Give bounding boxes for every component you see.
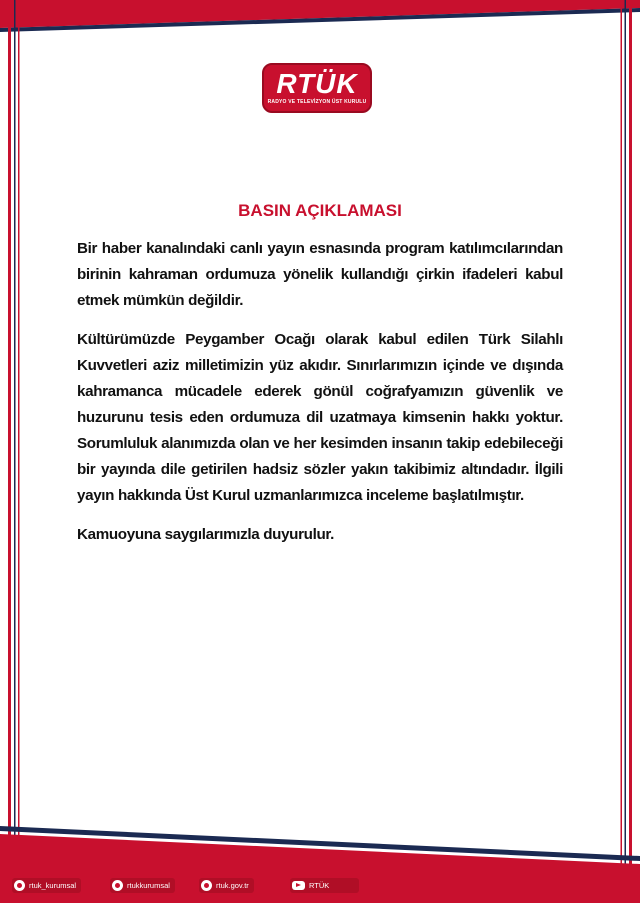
logo-name: RTÜK (276, 68, 358, 99)
web-icon (201, 880, 212, 891)
twitter-link[interactable] (110, 878, 175, 893)
twitter-label: rtukkurumsal (127, 881, 170, 890)
youtube-label: RTÜK (309, 881, 330, 890)
paragraph-3: Kamuoyuna saygılarımızla duyurulur. (77, 526, 334, 543)
instagram-link[interactable] (12, 878, 81, 893)
youtube-icon (292, 881, 305, 890)
social-footer (12, 874, 632, 896)
logo-subtitle: RADYO VE TELEVİZYON ÜST KURULU (267, 99, 367, 105)
website-link[interactable] (199, 878, 254, 893)
website-label: rtuk.gov.tr (216, 881, 249, 890)
left-red-line (8, 0, 11, 903)
paragraph-2: Kültürümüzde Peygamber Ocağı olarak kabul edilen Türk Silahlı Kuvvetleri aziz milletimizin yüz akıdır. Sınırlarımızın içinde ve dışında kahramanca mücadele ederek gönül coğrafyamızın güvenlik ve huzurunu tesis eden ordumuza dil uzatmaya kimsenin hakkı yoktur. Sorumluluk alanımızda olan ve her kesimden insanın takip edebileceği bir yayında dile getirilen hadsiz sözler yakın takibimiz altındadır. İlgili yayın hakkında Üst Kurul uzmanlarımızca inceleme başlatılmıştır. (77, 331, 563, 504)
document-title: BASIN AÇIKLAMASI (238, 201, 402, 220)
twitter-icon (112, 880, 123, 891)
right-red-line (629, 0, 632, 903)
paragraph-1: Bir haber kanalındaki canlı yayın esnasında program katılımcılarından birinin kahraman ordumuza yönelik kullandığı çirkin ifadeleri kabul etmek mümkün değildir. (77, 240, 563, 309)
left-red-line-inner (18, 0, 20, 903)
instagram-icon (14, 880, 25, 891)
right-red-line-inner (621, 0, 623, 903)
left-navy-line (14, 0, 16, 903)
instagram-label: rtuk_kurumsal (29, 881, 77, 890)
youtube-link[interactable] (290, 878, 359, 893)
right-navy-line (625, 0, 627, 903)
document-body (77, 236, 563, 561)
rtuk-logo (262, 63, 372, 113)
